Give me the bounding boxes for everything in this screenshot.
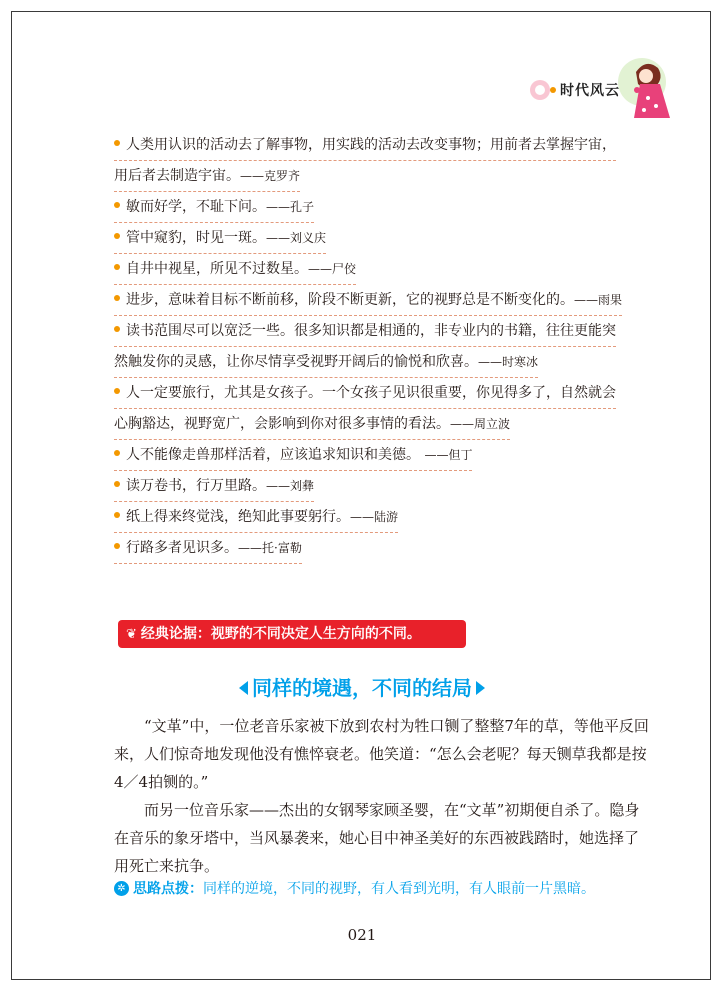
triangle-left-icon: [239, 681, 248, 695]
dot-left-icon: [550, 87, 556, 93]
bullet-icon: [114, 140, 120, 146]
quote-item: [114, 378, 650, 440]
quote-text: 自井中视星，所见不过数星。: [126, 261, 308, 277]
quote-author: ——孔子: [266, 200, 315, 214]
bullet-icon: [114, 202, 120, 208]
bullet-icon: [114, 326, 120, 332]
quote-text: 纸上得来终觉浅，绝知此事要躬行。: [126, 509, 350, 525]
quote-author: ——陆游: [350, 510, 399, 524]
bullet-icon: [114, 233, 120, 239]
quote-author: ——刘彝: [266, 479, 315, 493]
quote-line: [114, 409, 510, 440]
quote-text: 心胸豁达，视野宽广，会影响到你对很多事情的看法。: [114, 416, 450, 432]
quote-line: [114, 347, 538, 378]
quote-item: [114, 254, 650, 285]
triangle-right-icon: [476, 681, 485, 695]
quote-text: 管中窥豹，时见一斑。: [126, 230, 266, 246]
quote-text: 读书范围尽可以宽泛一些。很多知识都是相通的，非专业内的书籍，往往更能突: [126, 323, 616, 339]
hint-label: 思路点拨：: [133, 881, 203, 897]
quote-author: ——周立波: [450, 417, 511, 431]
quote-list: [114, 130, 650, 564]
quote-line: [114, 285, 622, 316]
quote-item: [114, 130, 650, 192]
bullet-icon: [114, 543, 120, 549]
quote-text: 用后者去制造宇宙。: [114, 168, 240, 184]
quote-text: 人不能像走兽那样活着，应该追求知识和美德。: [126, 447, 425, 463]
quote-line: [114, 223, 326, 254]
quote-author: ——时寒冰: [478, 355, 539, 369]
quote-text: 人一定要旅行，尤其是女孩子。一个女孩子见识很重要，你见得多了，自然就会: [126, 385, 616, 401]
quote-line: [114, 502, 398, 533]
quote-text: 人类用认识的活动去了解事物，用实践的活动去改变事物；用前者去掌握宇宙，: [126, 137, 616, 153]
quote-item: [114, 223, 650, 254]
bullet-icon: [114, 264, 120, 270]
argument-banner: [118, 620, 466, 648]
quote-author: ——雨果: [574, 293, 623, 307]
quote-line: [114, 471, 314, 502]
quote-author: ——克罗齐: [240, 169, 301, 183]
quote-item: [114, 440, 650, 471]
quote-item: [114, 316, 650, 378]
thought-hint: [114, 878, 595, 898]
quote-author: ——尸佼: [308, 262, 357, 276]
quote-text: 行路多者见识多。: [126, 540, 238, 556]
story-paragraph: 而另一位音乐家——杰出的女钢琴家顾圣婴，在“文革”初期便自杀了。隐身在音乐的象牙塔中，当风暴袭来，她心目中神圣美好的东西被践踏时，她选择了用死亡来抗争。: [114, 801, 640, 875]
page-number: 021: [347, 926, 377, 944]
section-title: 时代风云: [560, 83, 620, 99]
quote-line: [114, 161, 300, 192]
story-title: [0, 672, 724, 701]
quote-item: [114, 502, 650, 533]
quote-line: [114, 378, 616, 409]
quote-item: [114, 285, 650, 316]
quote-item: [114, 471, 650, 502]
star-icon: ✲: [114, 881, 129, 896]
bullet-icon: [114, 295, 120, 301]
quote-line: [114, 130, 616, 161]
quote-text: 读万卷书，行万里路。: [126, 478, 266, 494]
hint-text: 同样的逆境，不同的视野，有人看到光明，有人眼前一片黑暗。: [203, 881, 595, 897]
page-header: [524, 52, 694, 122]
bullet-icon: [114, 388, 120, 394]
quote-author: ——刘义庆: [266, 231, 327, 245]
quote-line: [114, 192, 314, 223]
quote-text: 敏而好学，不耻下问。: [126, 199, 266, 215]
leaf-icon: ❦: [126, 627, 137, 642]
quote-text: 进步，意味着目标不断前移，阶段不断更新，它的视野总是不断变化的。: [126, 292, 574, 308]
quote-line: [114, 316, 616, 347]
bullet-icon: [114, 481, 120, 487]
quote-line: [114, 440, 472, 471]
quote-item: [114, 192, 650, 223]
bullet-icon: [114, 450, 120, 456]
quote-line: [114, 254, 356, 285]
quote-item: [114, 533, 650, 564]
story-title-text: 同样的境遇，不同的结局: [252, 676, 472, 700]
quote-text: 然触发你的灵感，让你尽情享受视野开阔后的愉悦和欣喜。: [114, 354, 478, 370]
quote-author: ——但丁: [424, 448, 473, 462]
quote-author: ——托·富勒: [238, 541, 302, 555]
bullet-icon: [114, 512, 120, 518]
story-paragraph: “文革”中，一位老音乐家被下放到农村为牲口铡了整整7年的草，等他平反回来，人们惊奇地发现他没有憔悴衰老。他笑道：“怎么会老呢？每天铡草我都是按4／4拍铡的。”: [114, 717, 649, 791]
story-body: [114, 712, 650, 880]
dot-right-icon: [634, 87, 640, 93]
banner-label: 经典论据：视野的不同决定人生方向的不同。: [140, 626, 421, 642]
quote-line: [114, 533, 302, 564]
